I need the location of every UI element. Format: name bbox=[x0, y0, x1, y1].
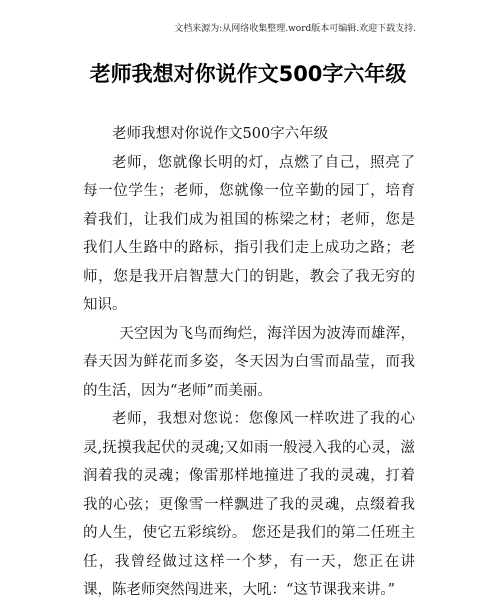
paragraph: 老师，您就像长明的灯，点燃了自己，照亮了每一位学生；老师，您就像一位辛勤的园丁，培育着我们，让我们成为祖国的栋梁之材；老师，您是我们人生路中的路标，指引我们走上成功之路；老师，您是我开启智慧大门的钥匙，教会了我无穷的知识。 bbox=[83, 154, 415, 313]
source-note: 文档来源为:从网络收集整理.word版本可编辑.欢迎下载支持. bbox=[174, 24, 416, 34]
paragraph-subtitle: 老师我想对你说作文500字六年级 bbox=[112, 126, 329, 142]
document-title: 老师我想对你说作文500字六年级 bbox=[89, 62, 407, 86]
paragraph: 天空因为飞鸟而绚烂，海洋因为波涛而雄浑，春天因为鲜花而多姿，冬天因为白雪而晶莹，而我的生活，因为“老师”而美丽。 bbox=[83, 325, 415, 399]
document-body bbox=[83, 120, 415, 605]
paragraph: 老师，我想对您说：您像风一样吹进了我的心灵,抚摸我起伏的灵魂;又如雨一般浸入我的心灵，滋润着我的灵魂；像雷那样地撞进了我的灵魂，打着我的心弦；更像雪一样飘进了我的灵魂，点缀着我的人生，使它五彩缤纷。 您还是我们的第二任班主任，我曾经做过这样一个梦，有一天，您正在讲课，陈老师突然闯进来，大吼：“这节课我来讲。” bbox=[83, 411, 415, 598]
